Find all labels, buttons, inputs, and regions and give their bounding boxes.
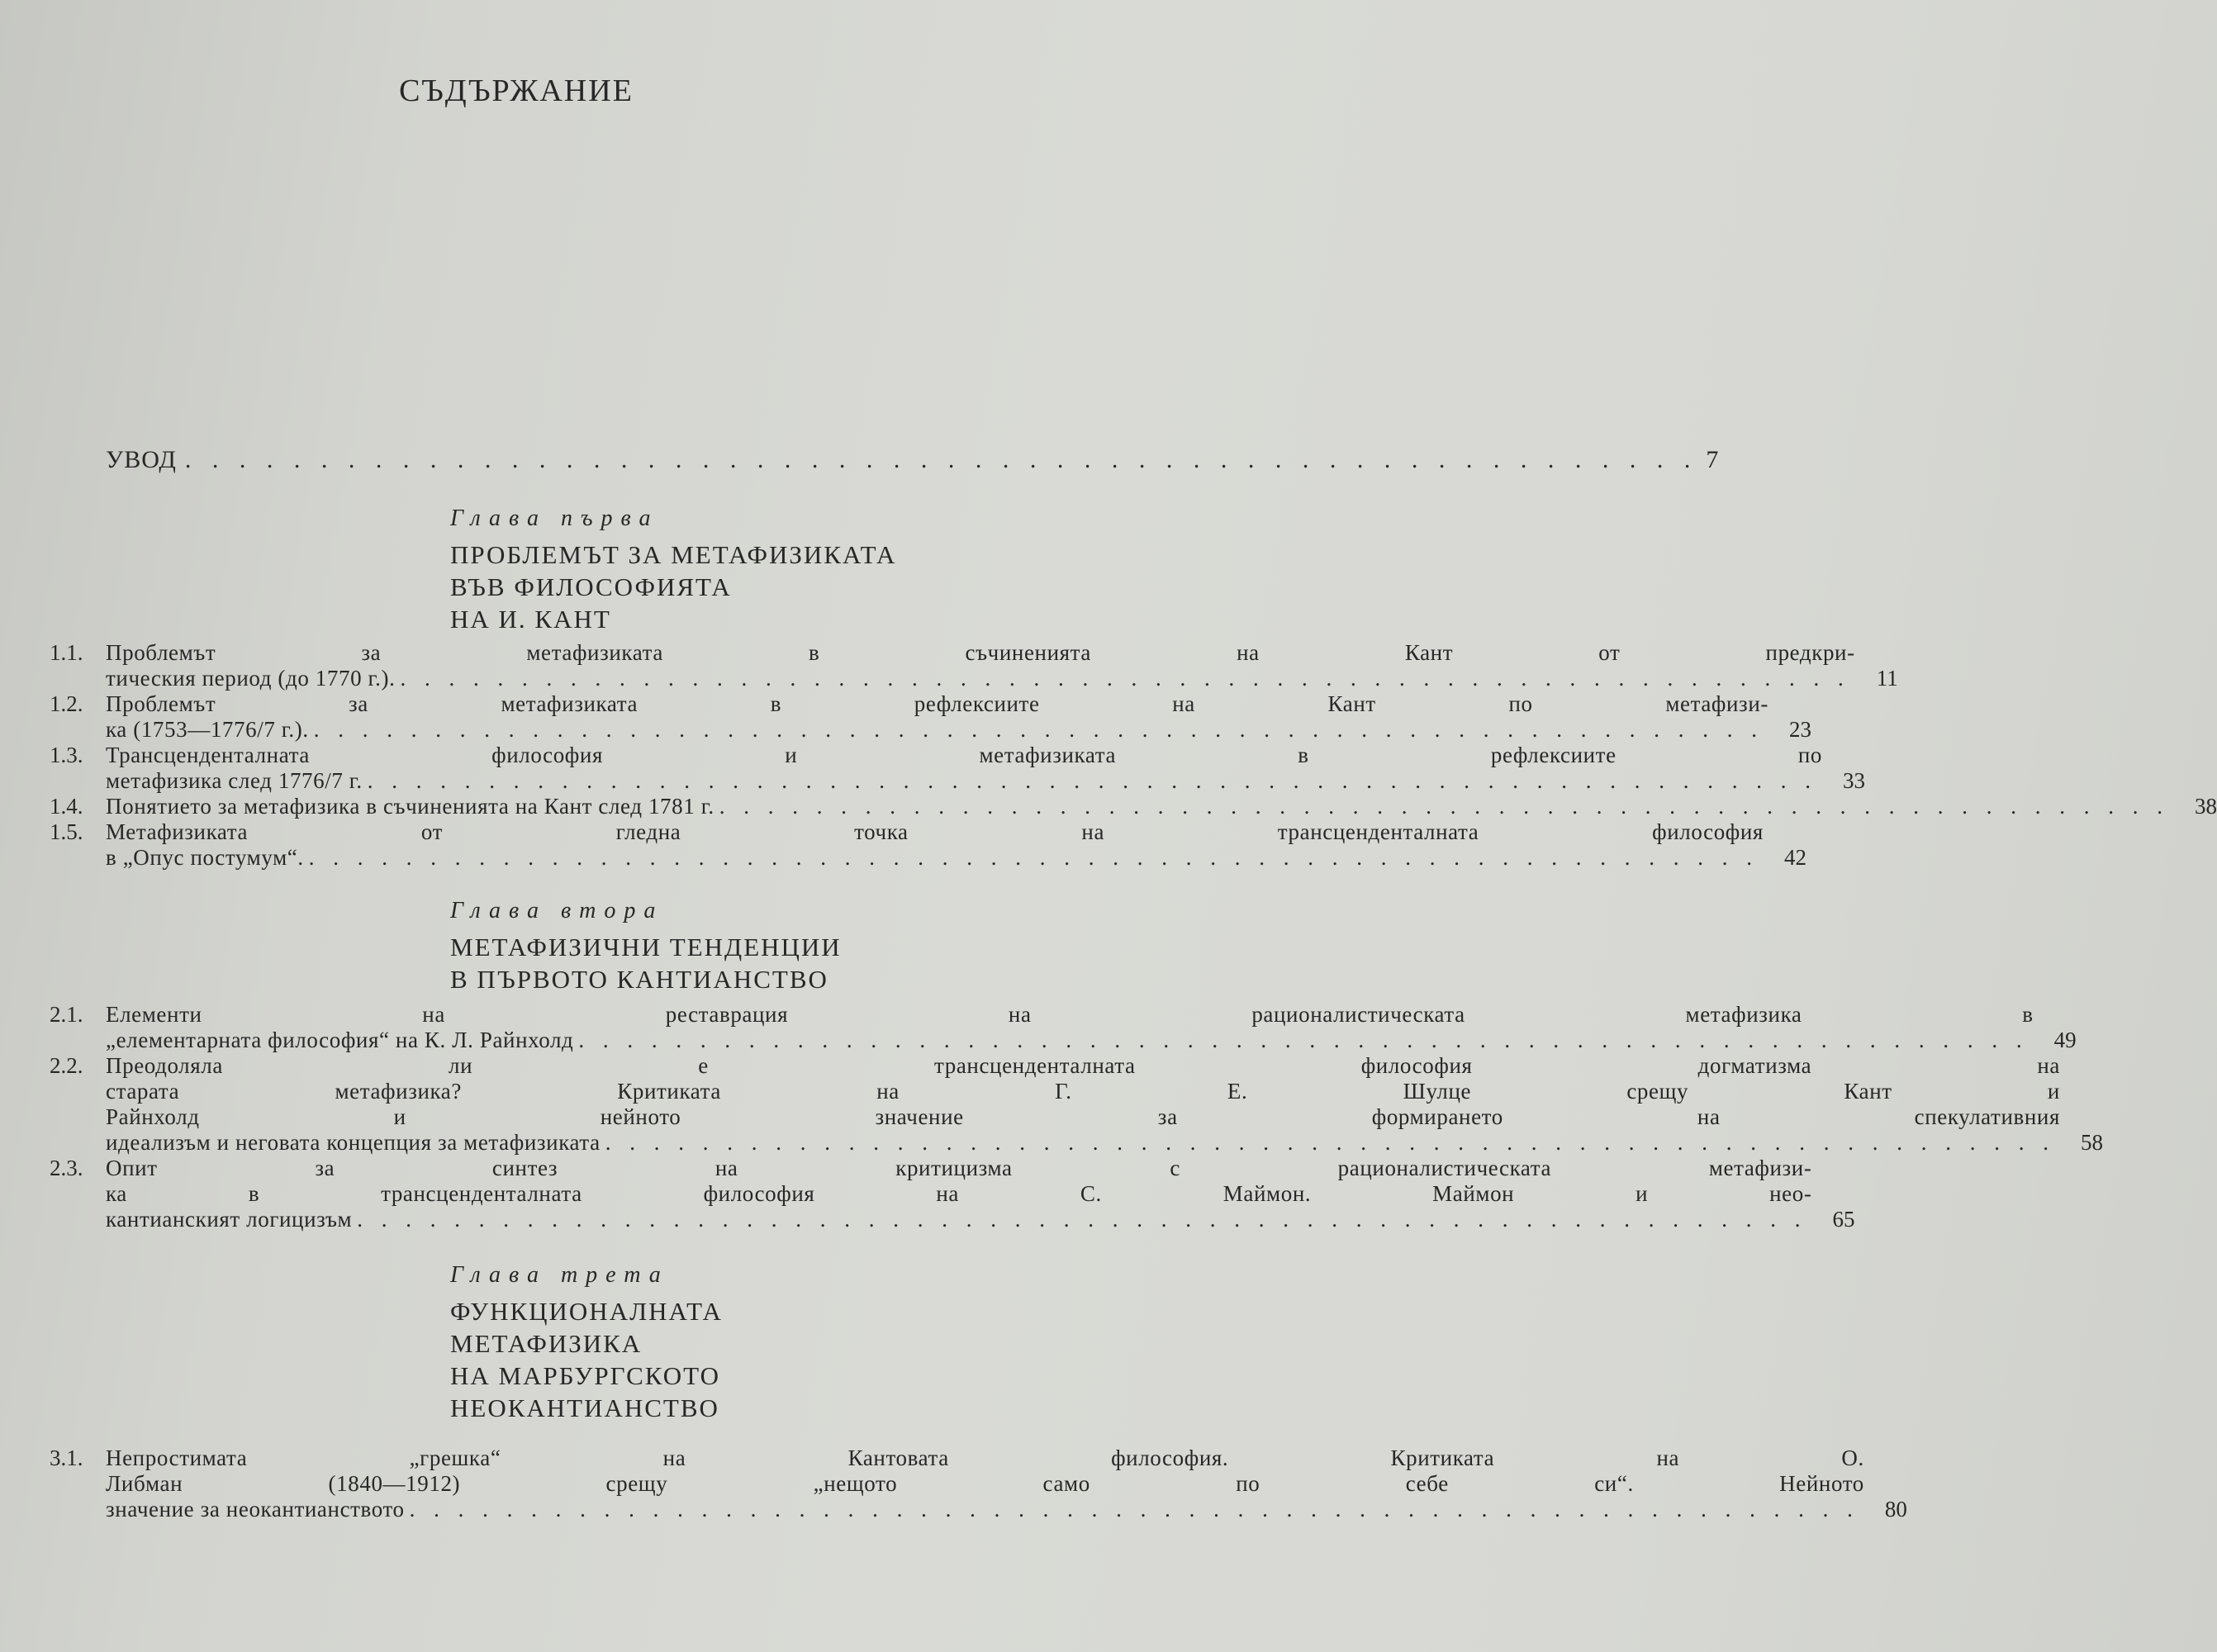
intro-page-number: 7 [1706,446,1719,473]
entry-last-text: метафизика след 1776/7 г. [106,768,363,793]
entry-text [106,794,2174,819]
entry-text-line: Преодоляла ли е трансценденталната философия догматизма на [106,1053,2060,1078]
entry-number: 1.2. [50,691,83,716]
dot-leader: . . . . . . . . . . . . . . . . . . . . . . . . . . . . . . . . . . . . . . . . . . . . . . . . . . . . . . . . . . . . [400,666,1850,691]
entry-text [106,691,1768,743]
entry-text [106,1156,1811,1232]
entry-last-text: Понятието за метафизика в съчиненията на Кант след 1781 г. [106,794,714,819]
entry-last-line [106,1130,2060,1156]
dot-leader: . . . . . . . . . . . . . . . . . . . . . . . . . . . . . . . . . . . . . . . . . . . . . . . . . . . . . . . . [184,446,1698,473]
chapter-number: Глава първа [450,506,659,531]
entry-page-number: 80 [1884,1497,1907,1521]
chapter-number: Глава втора [450,898,664,923]
entry-last-line [106,1207,1811,1232]
entry-last-text: ка (1753—1776/7 г.). [106,717,309,742]
entry-last-text: в „Опус постумум“. [106,845,304,870]
chapter-title-line: МЕТАФИЗИКА [450,1329,643,1358]
entry-page-number: 58 [2080,1130,2103,1155]
entry-number: 2.1. [50,1002,83,1027]
chapter-title-line: НА МАРБУРГСКОТО [450,1361,721,1390]
entry-text-line: Райнхолд и нейното значение за формирането на спекулативния [106,1104,2060,1129]
toc-entry [50,1156,1855,1232]
entry-page-number: 23 [1788,717,1811,742]
chapter-entries-2 [50,1002,2103,1232]
entry-number: 1.3. [50,743,83,767]
toc-entry [50,1446,1907,1522]
entry-page-number: 42 [1783,845,1806,870]
entry-text-line: Елементи на реставрация на рационалистическата метафизика в [106,1002,2034,1027]
entry-number: 2.2. [50,1053,83,1078]
entry-page-number: 33 [1843,768,1866,793]
entry-last-line [106,1028,2034,1053]
dot-leader: . . . . . . . . . . . . . . . . . . . . . . . . . . . . . . . . . . . . . . . . . . . . . . . . . . . . . . . . . . . . [578,1028,2029,1052]
entry-last-text: „елементарната философия“ на К. Л. Райнхолд [106,1028,574,1052]
chapter-title-line: ВЪВ ФИЛОСОФИЯТА [450,572,732,601]
entry-text [106,743,1822,794]
entry-text [106,1002,2034,1053]
chapter-title-line: НА И. КАНТ [450,605,611,634]
entry-text [106,819,1764,871]
entry-last-text: тическия период (до 1770 г.). [106,666,396,691]
toc-entry [50,1053,2103,1156]
toc-entry [50,794,2217,819]
chapter-entries-1 [50,640,2217,871]
entry-number: 1.4. [50,794,83,819]
entry-text-line: Трансценденталната философия и метафизиката в рефлексиите по [106,743,1823,767]
entry-last-line [106,1497,1864,1522]
toc-intro-row [106,446,1719,474]
dot-leader: . . . . . . . . . . . . . . . . . . . . . . . . . . . . . . . . . . . . . . . . . . . . . . . . . . . . . . . . . . . . [367,768,1818,793]
dot-leader: . . . . . . . . . . . . . . . . . . . . . . . . . . . . . . . . . . . . . . . . . . . . . . . . . . . . . . . . . . . . [313,717,1764,742]
entry-last-line [106,845,1764,871]
dot-leader: . . . . . . . . . . . . . . . . . . . . . . . . . . . . . . . . . . . . . . . . . . . . . . . . . . . . . . . . . . . . [409,1497,1859,1521]
chapter-title-line: ПРОБЛЕМЪТ ЗА МЕТАФИЗИКАТА [450,540,897,569]
entry-last-line [106,717,1768,743]
toc-entry [50,819,1806,871]
toc-entry [50,743,1866,794]
chapter-heading-3 [450,1262,723,1424]
chapter-number: Глава трета [450,1262,669,1288]
entry-number: 2.3. [50,1156,83,1180]
entry-number: 1.1. [50,640,83,665]
entry-last-text: идеализъм и неговата концепция за метафизиката [106,1130,601,1155]
entry-last-line [106,666,1855,691]
toc-entry [50,640,1898,691]
entry-last-line [106,794,2174,819]
chapter-title-line: МЕТАФИЗИЧНИ ТЕНДЕНЦИИ [450,933,842,961]
entry-text-line: Либман (1840—1912) срещу „нещото само по себе си“. Нейното [106,1471,1864,1496]
entry-page-number: 49 [2053,1028,2077,1052]
chapter-heading-2 [450,898,842,995]
entry-text-line: ка в трансценденталната философия на С. Маймон. Маймон и нео- [106,1181,1812,1206]
entry-text [106,1053,2060,1156]
chapter-title-line: НЕОКАНТИАНСТВО [450,1393,719,1422]
dot-leader: . . . . . . . . . . . . . . . . . . . . . . . . . . . . . . . . . . . . . . . . . . . . . . . . . . . . . . . . . . . . [719,794,2169,819]
entry-text-line: Метафизиката от гледна точка на трансценденталната философия [106,819,1764,844]
dot-leader: . . . . . . . . . . . . . . . . . . . . . . . . . . . . . . . . . . . . . . . . . . . . . . . . . . . . . . . . . . . . [308,845,1759,870]
chapter-title-line: ФУНКЦИОНАЛНАТА [450,1297,723,1326]
entry-page-number: 11 [1876,666,1898,691]
entry-page-number: 38 [2194,794,2217,819]
dot-leader: . . . . . . . . . . . . . . . . . . . . . . . . . . . . . . . . . . . . . . . . . . . . . . . . . . . . . . . . . . . . [605,1130,2055,1155]
entry-text-line: Проблемът за метафизиката в съчиненията на Кант от предкри- [106,640,1855,665]
chapter-heading-1 [450,506,896,635]
entry-page-number: 65 [1832,1207,1855,1232]
toc-entry [50,1002,2077,1053]
entry-text-line: старата метафизика? Критиката на Г. Е. Шулце срещу Кант и [106,1079,2060,1104]
entry-text-line: Опит за синтез на критицизма с рационалистическата метафизи- [106,1156,1812,1180]
toc-entry [50,691,1811,743]
page-title: СЪДЪРЖАНИЕ [399,74,634,108]
entry-last-text: кантианският логицизъм [106,1207,353,1232]
entry-text [106,1446,1864,1522]
intro-label: УВОД [106,446,177,473]
chapter-title-line: В ПЪРВОТО КАНТИАНСТВО [450,965,828,994]
entry-text [106,640,1855,691]
entry-text-line: Проблемът за метафизиката в рефлексиите на Кант по метафизи- [106,691,1768,716]
entry-number: 3.1. [50,1446,83,1470]
entry-last-text: значение за неокантианството [106,1497,405,1521]
entry-text-line: Непростимата „грешка“ на Кантовата философия. Критиката на О. [106,1446,1864,1470]
entry-number: 1.5. [50,819,83,844]
chapter-entries-3 [50,1446,1907,1522]
entry-last-line [106,768,1822,794]
dot-leader: . . . . . . . . . . . . . . . . . . . . . . . . . . . . . . . . . . . . . . . . . . . . . . . . . . . . . . . . . . . . [357,1207,1807,1232]
